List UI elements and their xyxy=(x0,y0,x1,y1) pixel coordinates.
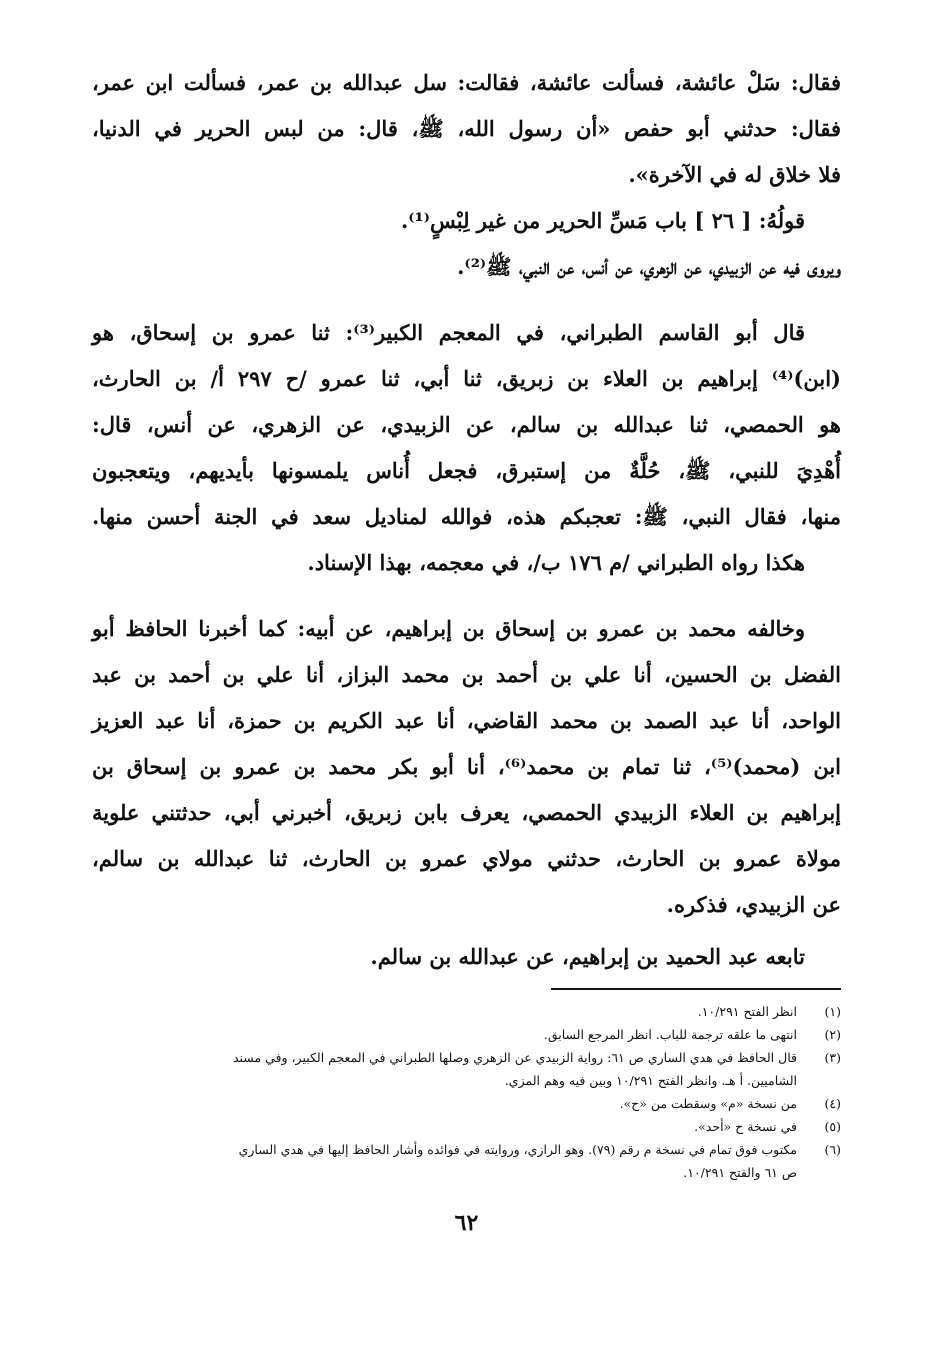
footnote-number: (١) xyxy=(824,1004,841,1019)
footnote-number: (٥) xyxy=(824,1119,841,1134)
footnote-number: (٢) xyxy=(824,1027,841,1042)
footnote xyxy=(92,1046,841,1069)
text-line: قال أبو القاسم الطبراني، في المعجم الكبير⁽³⁾: ثنا عمرو بن إسحاق، هو xyxy=(92,320,806,345)
text-line: تابعه عبد الحميد بن إبراهيم، عن عبدالله بن سالم. xyxy=(370,944,805,969)
text-line: هكذا رواه الطبراني /م ١٧٦ ب/، في معجمه، بهذا الإسناد. xyxy=(307,550,805,575)
text-line: مولاة عمرو بن الحارث، حدثني مولاي عمرو بن الحارث، ثنا عبدالله بن سالم، xyxy=(92,846,841,871)
footnote-number: (٤) xyxy=(824,1096,841,1111)
footnote-number: (٦) xyxy=(824,1142,841,1157)
text-line: هو الحمصي، ثنا عبدالله بن سالم، عن الزبيدي، عن الزهري، عن أنس، قال: xyxy=(92,412,841,437)
text-line: منها، فقال النبي، ﷺ: تعجبكم هذه، فوالله لمناديل سعد في الجنة أحسن منها. xyxy=(92,504,841,529)
text-line: ويروى فيه عن الزبيدي، عن الزهري، عن أنس، عن النبي، ﷺ⁽²⁾. xyxy=(457,254,841,279)
footnote-text: انظر الفتح ١٠/٢٩١. xyxy=(697,1004,797,1019)
footnote-text: الشاميين. أ هـ. وانظر الفتح ١٠/٢٩١ وبين فيه وهم المزي. xyxy=(504,1073,797,1088)
footnote xyxy=(92,1023,841,1046)
text-line: أُهْدِيَ للنبي، ﷺ، حُلَّةٌ من إستبرق، فجعل أُناس يلمسونها بأيديهم، ويتعجبون xyxy=(92,458,841,483)
footnote-text: قال الحافظ في هدي الساري ص ٦١: رواية الزبيدي عن الزهري وصلها الطبراني في المعجم الكبير، وفي مسند xyxy=(232,1050,797,1065)
footnotes xyxy=(92,1000,841,1184)
footnote-continuation xyxy=(92,1069,841,1092)
text-line: (ابن)⁽⁴⁾ إبراهيم بن العلاء بن زبريق، ثنا أبي، ثنا عمرو /ح ٢٩٧ أ/ بن الحارث، xyxy=(92,366,841,391)
footnote-divider xyxy=(551,988,841,990)
footnote-text: انتهى ما علقه ترجمة للباب. انظر المرجع السابق. xyxy=(543,1027,797,1042)
text-line: الواحد، أنا عبد الصمد بن محمد القاضي، أنا عبد الكريم بن حمزة، أنا عبد العزيز xyxy=(92,708,841,733)
footnote xyxy=(92,1138,841,1161)
page-number: ٦٢ xyxy=(454,1210,479,1236)
text-line: ابن (محمد)⁽⁵⁾، ثنا تمام بن محمد⁽⁶⁾، أنا أبو بكر محمد بن عمرو بن إسحاق بن xyxy=(92,754,841,779)
footnote-continuation xyxy=(92,1161,841,1184)
text-line: وخالفه محمد بن عمرو بن إسحاق بن إبراهيم، عن أبيه: كما أخبرنا الحافظ أبو xyxy=(92,616,805,641)
footnote xyxy=(92,1115,841,1138)
text-line: فقال: سَلْ عائشة، فسألت عائشة، فقالت: سل عبدالله بن عمر، فسألت ابن عمر، xyxy=(92,70,841,95)
main-text xyxy=(92,60,841,980)
footnote-text: ص ٦١ والفتح ١٠/٢٩١. xyxy=(683,1165,797,1180)
text-line: فقال: حدثني أبو حفص «أن رسول الله، ﷺ، قال: من لبس الحرير في الدنيا، xyxy=(92,116,841,141)
footnote-text: من نسخة «م» وسقطت من «ح». xyxy=(619,1096,797,1111)
footnote xyxy=(92,1000,841,1023)
text-line: عن الزبيدي، فذكره. xyxy=(666,892,841,917)
chapter-heading: قولُهُ: [ ٢٦ ] باب مَسِّ الحرير من غير لِبْسٍ⁽¹⁾. xyxy=(400,208,805,233)
footnote-number: (٣) xyxy=(824,1050,841,1065)
footnote-text: مكتوب فوق تمام في نسخة م رقم (٧٩). وهو الرازي، وروايته في فوائده وأشار الحافظ إليها في هدي الساري xyxy=(238,1142,797,1157)
footnote xyxy=(92,1092,841,1115)
text-line: الفضل بن الحسين، أنا علي بن أحمد بن محمد البزاز، أنا علي بن أحمد بن عبد xyxy=(92,662,841,687)
text-line: إبراهيم بن العلاء الزبيدي الحمصي، يعرف بابن زبريق، أخبرني أبي، حدثتني علوية xyxy=(92,800,841,825)
text-line: فلا خلاق له في الآخرة». xyxy=(628,162,841,187)
footnote-text: في نسخة ح «أحد». xyxy=(694,1119,797,1134)
